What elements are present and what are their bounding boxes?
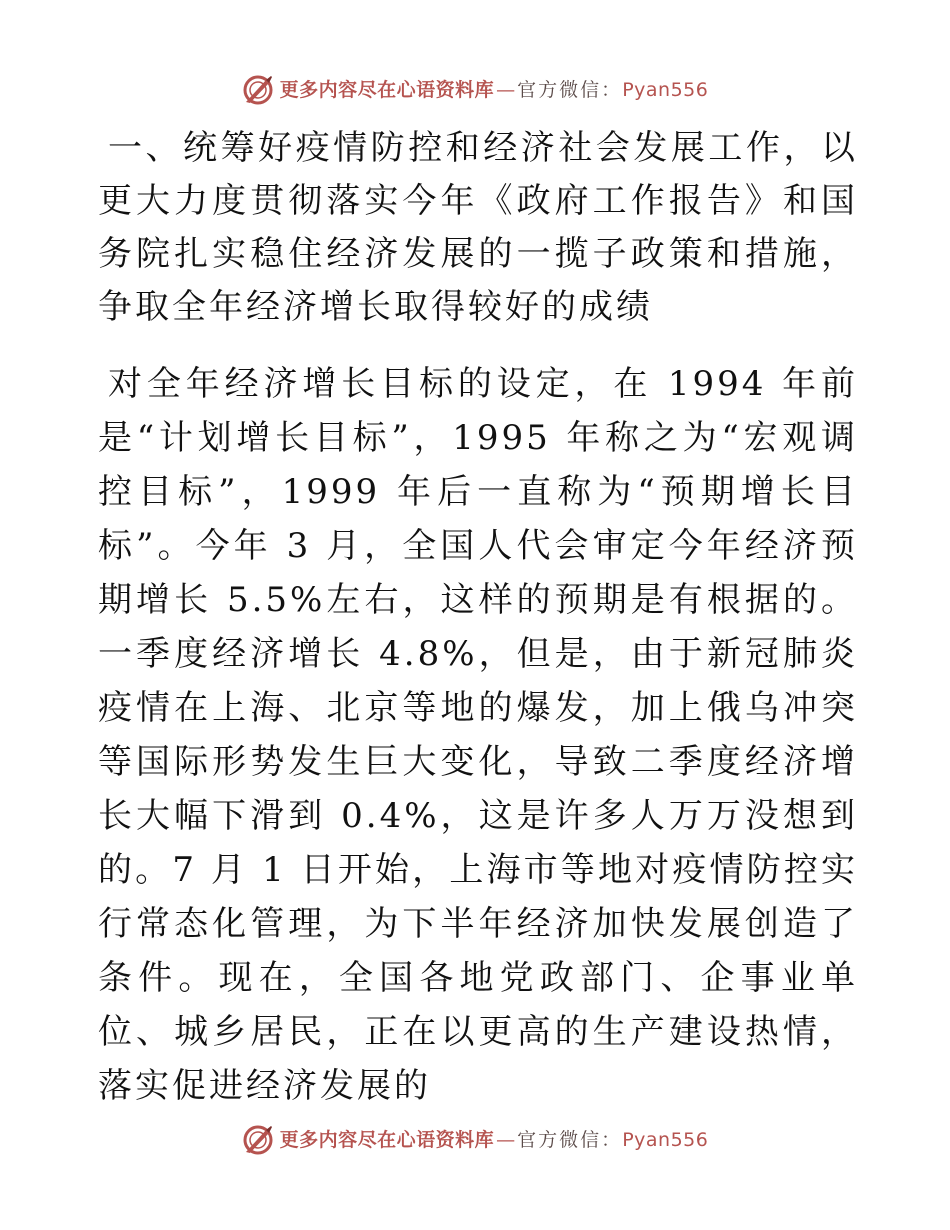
banner-wechat-label: 官方微信： bbox=[517, 79, 623, 101]
footer-banner bbox=[0, 1120, 950, 1160]
body-paragraph: 对全年经济增长目标的设定，在 1994 年前是“计划增长目标”，1995 年称之为“宏观调控目标”，1999 年后一直称为“预期增长目标”。今年 3 月，全国人代会审定今年经济预期增长 5.5%左右，这样的预期是有根据的。一季度经济增长 4.8%，但是，由于新冠肺炎疫情在上海、北京等地的爆发，加上俄乌冲突等国际形势发生巨大变化，导致二季度经济增长大幅下滑到 0.4%，这是许多人万万没想到的。7 月 1 日开始，上海市等地对疫情防控实行常态化管理，为下半年经济加快发展创造了条件。现在，全国各地党政部门、企事业单位、城乡居民，正在以更高的生产建设热情，落实促进经济发展的 bbox=[98, 364, 858, 1106]
header-banner bbox=[0, 70, 950, 110]
banner-site-text: 更多内容尽在心语资料库 bbox=[279, 1129, 495, 1151]
section-heading: 一、统筹好疫情防控和经济社会发展工作，以更大力度贯彻落实今年《政府工作报告》和国务院扎实稳住经济发展的一揽子政策和措施，争取全年经济增长取得较好的成绩 bbox=[98, 128, 858, 327]
banner-dash: — bbox=[496, 79, 516, 101]
banner-dash: — bbox=[496, 1129, 516, 1151]
banner-wechat-label: 官方微信： bbox=[517, 1129, 623, 1151]
quill-pen-logo-icon bbox=[242, 1124, 274, 1156]
document-body bbox=[98, 122, 858, 1113]
banner-wechat-id: Pyan556 bbox=[622, 79, 709, 101]
banner-wechat-id: Pyan556 bbox=[622, 1129, 709, 1151]
banner-site-text: 更多内容尽在心语资料库 bbox=[279, 79, 495, 101]
quill-pen-logo-icon bbox=[242, 74, 274, 106]
